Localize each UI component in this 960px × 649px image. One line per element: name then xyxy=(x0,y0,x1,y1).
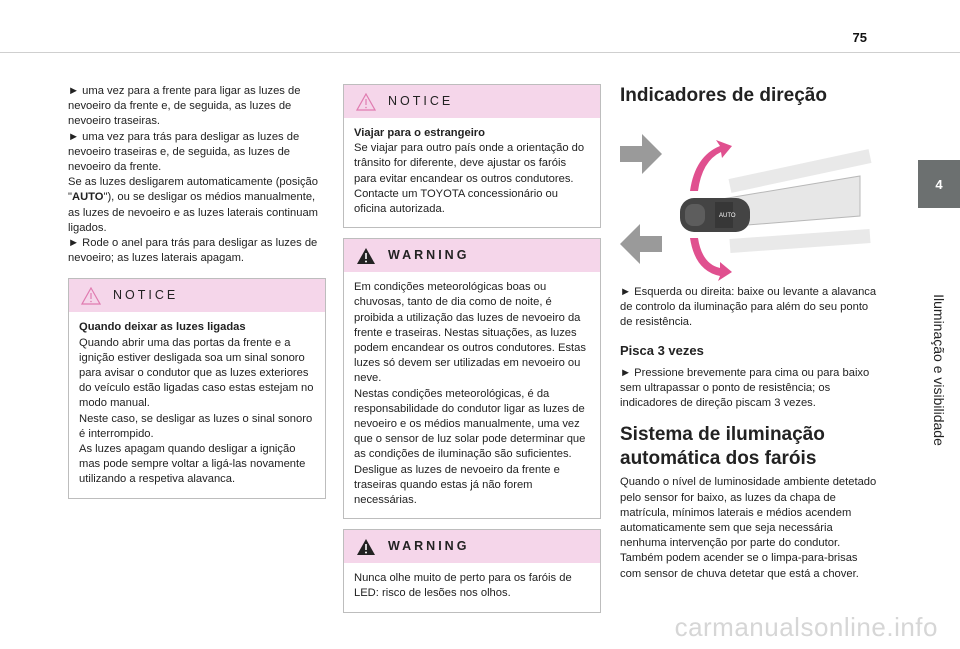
arrow-left-icon xyxy=(620,224,662,264)
turn-signal-figure xyxy=(620,116,878,281)
warning-triangle-icon xyxy=(356,247,376,265)
page-number: 75 xyxy=(852,30,867,45)
header-divider xyxy=(0,52,960,53)
notice-box xyxy=(343,84,601,228)
arrow-down-icon xyxy=(690,238,732,281)
subsection-heading: Pisca 3 vezes xyxy=(620,342,704,358)
warning-triangle-icon xyxy=(81,287,101,305)
notice-text: Neste caso, se desligar as luzes o sinal sonoro é interrompido. xyxy=(79,412,313,440)
section-heading: Indicadores de direção xyxy=(620,85,827,106)
chapter-tab[interactable]: 4 xyxy=(918,160,960,208)
warning-box xyxy=(343,238,601,519)
notice-box xyxy=(68,278,326,498)
warning-triangle-icon xyxy=(356,538,376,556)
warning-text: Nestas condições meteorológicas, é da responsabilidade do condutor ligar as luzes de nevoeiro e os médios manualmente, uma vez que o sensor de luz solar pode determinar que as condições de iluminação são suficientes. xyxy=(354,387,586,461)
notice-text: Quando abrir uma das portas da frente e a ignição estiver desligada soa um sinal sonoro para avisar o condutor que as luzes exteriores do veículo estão ligadas caso estas estejam no modo manual. xyxy=(79,336,314,410)
warning-text: Desligue as luzes de nevoeiro da frente e traseiras quando estas já não forem necessárias. xyxy=(354,463,560,507)
column-3 xyxy=(620,84,878,582)
paragraph: ► uma vez para trás para desligar as luzes de nevoeiro traseiras e, de seguida, as luzes de nevoeiro da frente. xyxy=(68,130,300,174)
paragraph: ► Rode o anel para trás para desligar as luzes de nevoeiro; as luzes laterais apagam. xyxy=(68,237,318,265)
section-heading: Sistema de iluminação xyxy=(620,424,825,446)
notice-text: As luzes apagam quando desligar a ignição mas pode sempre voltar a ligá-las novamente utilizando a respetiva alavanca. xyxy=(79,443,306,486)
paragraph: ► Pressione brevemente para cima ou para baixo sem ultrapassar o ponto de resistência; os indicadores de direção piscam 3 vezes. xyxy=(620,366,870,410)
paragraph: Quando o nível de luminosidade ambiente detetado pelo sensor for baixo, as luzes da chapa de matrícula, mínimos laterais e médios acendem automaticamente sem que seja necessária nenhuma intervenção por parte do condutor. Também podem acender se o limpa-para-brisas com sensor de chuva detetar que está a chover. xyxy=(620,476,877,580)
column-2 xyxy=(343,84,601,613)
column-1 xyxy=(68,84,326,499)
section-heading: automática dos faróis xyxy=(620,448,817,470)
svg-text:AUTO: AUTO xyxy=(719,213,736,219)
notice-title: Viajar para o estrangeiro xyxy=(354,127,485,139)
stalk-illustration xyxy=(620,116,878,281)
chapter-title: Iluminação e visibilidade xyxy=(931,294,947,446)
warning-triangle-icon xyxy=(356,93,376,111)
paragraph: Se as luzes desligarem automaticamente (posição "AUTO"), ou se desligar os médios manualmente, as luzes de nevoeiro e as luzes laterais continuam ligados. xyxy=(68,176,318,234)
arrow-right-icon xyxy=(620,134,662,174)
notice-header xyxy=(344,85,600,118)
watermark: carmanualsonline.info xyxy=(674,612,938,642)
warning-header xyxy=(344,530,600,563)
warning-label: WARNING xyxy=(388,539,470,554)
warning-label: WARNING xyxy=(388,248,470,263)
arrow-up-icon xyxy=(690,140,732,191)
lever-icon xyxy=(680,156,870,246)
notice-label: NOTICE xyxy=(113,288,179,303)
notice-header xyxy=(69,279,325,312)
warning-header xyxy=(344,239,600,272)
warning-text: Em condições meteorológicas boas ou chuvosas, tanto de dia como de noite, é proibida a utilização das luzes de nevoeiro da frente e traseiras. Nestas situações, as luzes podem encandear os outros condutores. Estas luzes só devem ser utilizadas em nevoeiro ou neve. xyxy=(354,281,586,385)
notice-text: Se viajar para outro país onde a orientação do trânsito for diferente, deve ajustar os faróis para evitar encandear os outros condutores. Contacte um TOYOTA concessionário ou oficina autorizada. xyxy=(354,142,585,216)
warning-box xyxy=(343,529,601,612)
notice-label: NOTICE xyxy=(388,93,454,108)
paragraph: ► Esquerda ou direita: baixe ou levante a alavanca de controlo da iluminação para além do seu ponto de resistência. xyxy=(620,286,877,329)
notice-title: Quando deixar as luzes ligadas xyxy=(79,321,246,334)
warning-text: Nunca olhe muito de perto para os faróis de LED: risco de lesões nos olhos. xyxy=(354,572,572,600)
paragraph: ► uma vez para a frente para ligar as luzes de nevoeiro da frente e, de seguida, as luzes de nevoeiro traseiras. xyxy=(68,85,301,128)
